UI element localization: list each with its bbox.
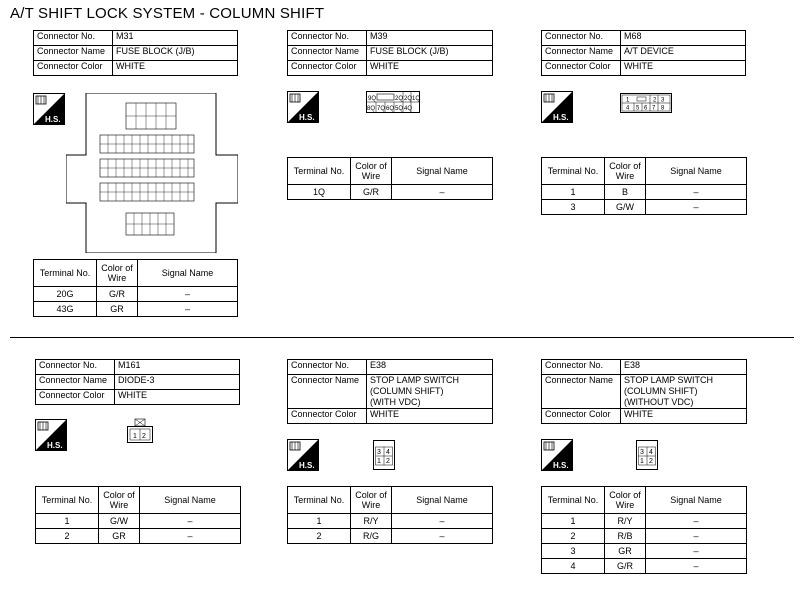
color-of-wire-header: Color of Wire [605, 158, 646, 185]
svg-text:4: 4 [626, 105, 630, 112]
svg-text:H.S.: H.S. [45, 115, 61, 124]
m68-connector-diagram [620, 93, 672, 113]
table-row: 1 R/Y – [542, 514, 747, 529]
svg-text:4Q: 4Q [404, 106, 413, 112]
connector-no-label: Connector No. [34, 31, 113, 46]
connector-color-value: WHITE [367, 409, 493, 424]
connector-no-label: Connector No. [288, 360, 367, 375]
table-row: 20G G/R – [34, 287, 238, 302]
svg-text:1: 1 [377, 458, 381, 465]
svg-text:H.S.: H.S. [299, 113, 315, 122]
svg-text:2: 2 [653, 97, 657, 104]
connector-no-value: M68 [621, 31, 746, 46]
connector-info-e38-with-vdc [287, 359, 493, 424]
connector-name-value: A/T DEVICE [621, 46, 746, 61]
svg-text:6: 6 [644, 105, 648, 112]
connector-color-value: WHITE [367, 61, 493, 76]
signal-name-header: Signal Name [646, 487, 747, 514]
connector-no-value: M31 [113, 31, 238, 46]
svg-text:7Q: 7Q [377, 106, 386, 112]
terminal-no-header: Terminal No. [542, 487, 605, 514]
color-of-wire-header: Color of Wire [605, 487, 646, 514]
svg-text:3: 3 [661, 97, 665, 104]
svg-text:1: 1 [626, 97, 630, 104]
signal-name-header: Signal Name [138, 260, 238, 287]
table-row: 2 R/B – [542, 529, 747, 544]
connector-no-label: Connector No. [542, 31, 621, 46]
table-row: 1 R/Y – [288, 514, 493, 529]
svg-text:1: 1 [133, 433, 137, 440]
svg-text:5Q: 5Q [395, 106, 404, 112]
e38-with-vdc-connector-diagram [373, 440, 395, 470]
svg-text:9Q: 9Q [368, 96, 377, 102]
connector-name-label: Connector Name [36, 375, 115, 390]
harness-side-icon [33, 93, 65, 125]
svg-text:1Q: 1Q [412, 96, 420, 102]
connector-color-label: Connector Color [288, 409, 367, 424]
terminal-no-header: Terminal No. [34, 260, 97, 287]
svg-text:H.S.: H.S. [553, 461, 569, 470]
connector-name-value: DIODE-3 [115, 375, 240, 390]
connector-no-label: Connector No. [288, 31, 367, 46]
connector-color-value: WHITE [621, 409, 747, 424]
connector-color-label: Connector Color [542, 409, 621, 424]
svg-text:8: 8 [661, 105, 665, 112]
harness-side-icon [287, 91, 319, 123]
e38-without-vdc-connector-diagram [636, 440, 658, 470]
signal-name-header: Signal Name [392, 487, 493, 514]
connector-no-value: M161 [115, 360, 240, 375]
connector-color-value: WHITE [621, 61, 746, 76]
table-row: 3 GR – [542, 544, 747, 559]
connector-color-label: Connector Color [34, 61, 113, 76]
m39-connector-diagram [366, 91, 420, 113]
connector-no-label: Connector No. [36, 360, 115, 375]
m161-connector-diagram [127, 418, 153, 444]
svg-text:2: 2 [142, 433, 146, 440]
table-row: 4 G/R – [542, 559, 747, 574]
terminal-table-m68 [541, 157, 747, 215]
table-row: 1Q G/R – [288, 185, 493, 200]
svg-text:2: 2 [386, 458, 390, 465]
connector-name-label: Connector Name [34, 46, 113, 61]
table-row: 3 G/W – [542, 200, 747, 215]
svg-text:2Q: 2Q [395, 96, 404, 102]
connector-info-m31 [33, 30, 238, 76]
connector-name-label: Connector Name [288, 375, 367, 409]
svg-text:5: 5 [636, 105, 640, 112]
connector-no-value: E38 [621, 360, 747, 375]
harness-side-icon [541, 439, 573, 471]
svg-text:H.S.: H.S. [47, 441, 63, 450]
connector-no-value: E38 [367, 360, 493, 375]
page-title: A/T SHIFT LOCK SYSTEM - COLUMN SHIFT [10, 5, 325, 22]
svg-text:3: 3 [377, 449, 381, 456]
svg-text:H.S.: H.S. [299, 461, 315, 470]
connector-color-label: Connector Color [288, 61, 367, 76]
connector-no-label: Connector No. [542, 360, 621, 375]
color-of-wire-header: Color of Wire [351, 487, 392, 514]
connector-name-value: FUSE BLOCK (J/B) [367, 46, 493, 61]
connector-info-m161 [35, 359, 240, 405]
terminal-table-m31 [33, 259, 238, 317]
connector-name-label: Connector Name [288, 46, 367, 61]
terminal-table-e38-without-vdc [541, 486, 747, 574]
terminal-no-header: Terminal No. [542, 158, 605, 185]
connector-name-value: STOP LAMP SWITCH (COLUMN SHIFT) (WITHOUT VDC) [621, 375, 747, 409]
terminal-no-header: Terminal No. [288, 158, 351, 185]
svg-text:2: 2 [649, 458, 653, 465]
terminal-table-m161 [35, 486, 241, 544]
connector-name-label: Connector Name [542, 375, 621, 409]
harness-side-icon [287, 439, 319, 471]
svg-text:4: 4 [649, 449, 653, 456]
svg-text:H.S.: H.S. [553, 113, 569, 122]
harness-side-icon [541, 91, 573, 123]
svg-text:1: 1 [640, 458, 644, 465]
fuse-block-connector-diagram [66, 93, 238, 253]
connector-no-value: M39 [367, 31, 493, 46]
harness-side-icon [35, 419, 67, 451]
terminal-no-header: Terminal No. [36, 487, 99, 514]
connector-info-m39 [287, 30, 493, 76]
svg-text:3: 3 [640, 449, 644, 456]
connector-name-value: STOP LAMP SWITCH (COLUMN SHIFT) (WITH VDC) [367, 375, 493, 409]
connector-color-value: WHITE [113, 61, 238, 76]
terminal-no-header: Terminal No. [288, 487, 351, 514]
signal-name-header: Signal Name [392, 158, 493, 185]
connector-info-m68 [541, 30, 746, 76]
color-of-wire-header: Color of Wire [99, 487, 140, 514]
signal-name-header: Signal Name [140, 487, 241, 514]
connector-color-label: Connector Color [542, 61, 621, 76]
connector-name-label: Connector Name [542, 46, 621, 61]
svg-text:8Q: 8Q [367, 106, 376, 112]
connector-name-value: FUSE BLOCK (J/B) [113, 46, 238, 61]
table-row: 43G GR – [34, 302, 238, 317]
signal-name-header: Signal Name [646, 158, 747, 185]
terminal-table-e38-with-vdc [287, 486, 493, 544]
svg-text:6Q: 6Q [386, 106, 395, 112]
section-divider [10, 337, 794, 338]
connector-color-value: WHITE [115, 390, 240, 405]
table-row: 1 G/W – [36, 514, 241, 529]
table-row: 1 B – [542, 185, 747, 200]
table-row: 2 GR – [36, 529, 241, 544]
color-of-wire-header: Color of Wire [97, 260, 138, 287]
connector-info-e38-without-vdc [541, 359, 747, 424]
svg-text:7: 7 [652, 105, 656, 112]
svg-text:4: 4 [386, 449, 390, 456]
terminal-table-m39 [287, 157, 493, 200]
color-of-wire-header: Color of Wire [351, 158, 392, 185]
connector-color-label: Connector Color [36, 390, 115, 405]
table-row: 2 R/G – [288, 529, 493, 544]
svg-text:2Q: 2Q [404, 96, 413, 102]
